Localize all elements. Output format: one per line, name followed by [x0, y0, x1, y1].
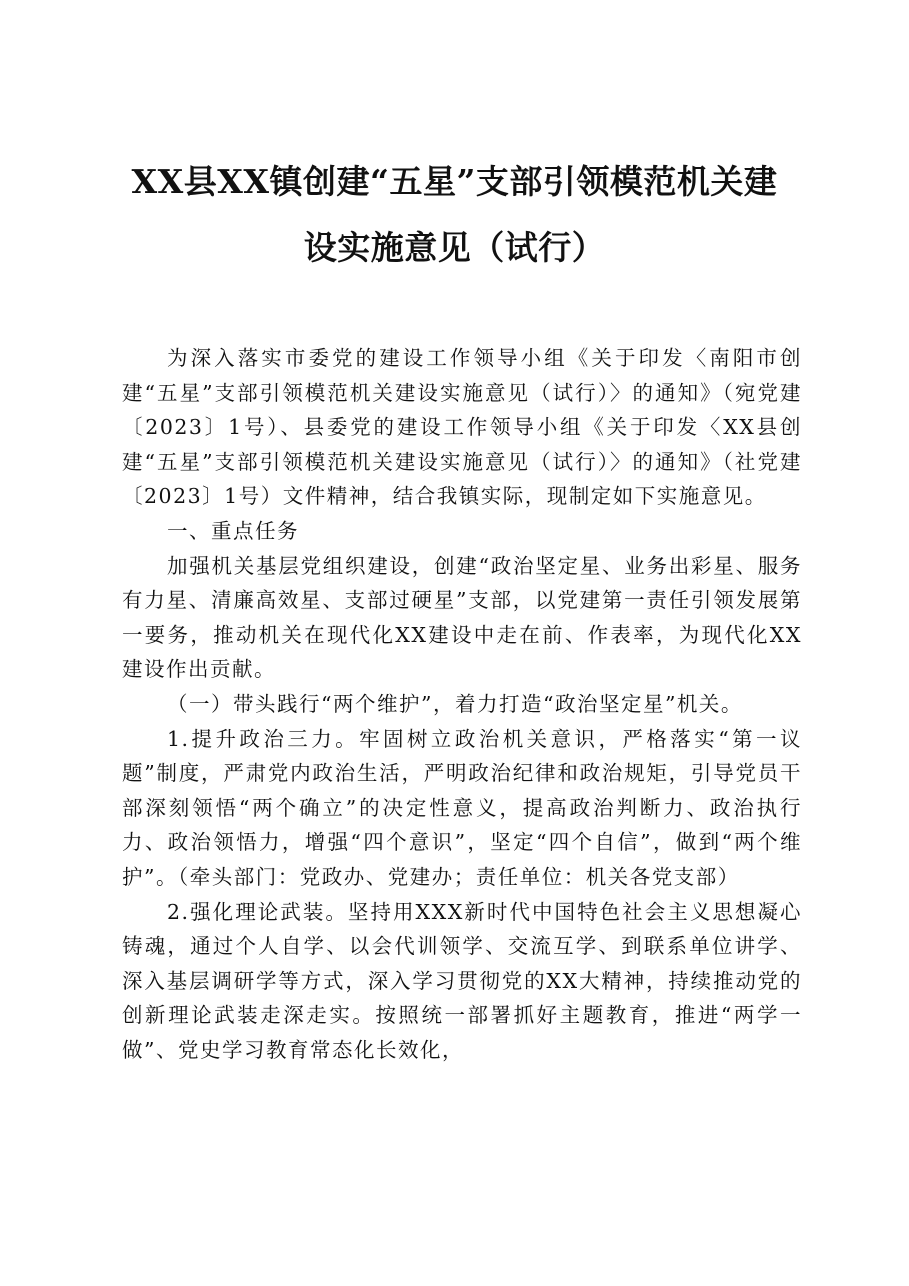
item-paragraph-1: 1.提升政治三力。牢固树立政治机关意识，严格落实“第一议题”制度，严肃党内政治生活，严明政治纪律和政治规矩，引导党员干部深刻领悟“两个确立”的决定性意义，提高政治判断力、政治执行力、政治领悟力，增强“四个意识”，坚定“四个自信”，做到“两个维护”。（牵头部门：党政办、党建办；责任单位：机关各党支部）: [122, 726, 802, 889]
document-title-line-1: XX县XX镇创建“五星”支部引领模范机关建: [131, 162, 778, 201]
item-paragraph-2: 2.强化理论武装。坚持用XXX新时代中国特色社会主义思想凝心铸魂，通过个人自学、以会代训领学、交流互学、到联系单位讲学、深入基层调研学等方式，深入学习贯彻党的XX大精神，持续推动党的创新理论武装走深走实。按照统一部署抓好主题教育，推进“两学一做”、党史学习教育常态化长效化，: [122, 899, 802, 1062]
document-title-line-2: 设实施意见（试行）: [303, 228, 606, 267]
key-tasks-paragraph: 加强机关基层党组织建设，创建“政治坚定星、业务出彩星、服务有力星、清廉高效星、支部过硬星”支部，以党建第一责任引领发展第一要务，推动机关在现代化XX建设中走在前、作表率，为现代化XX建设作出贡献。: [122, 553, 802, 682]
intro-paragraph: 为深入落实市委党的建设工作领导小组《关于印发〈南阳市创建“五星”支部引领模范机关建设实施意见（试行）〉的通知》（宛党建〔2023〕1号）、县委党的建设工作领导小组《关于印发〈XX县创建“五星”支部引领模范机关建设实施意见（试行）〉的通知》（社党建〔2023〕1号）文件精神，结合我镇实际，现制定如下实施意见。: [122, 346, 802, 509]
subsection-heading-1: （一）带头践行“两个维护”，着力打造“政治坚定星”机关。: [167, 691, 743, 716]
section-heading-key-tasks: 一、重点任务: [167, 518, 299, 543]
document-body: [122, 341, 802, 1067]
